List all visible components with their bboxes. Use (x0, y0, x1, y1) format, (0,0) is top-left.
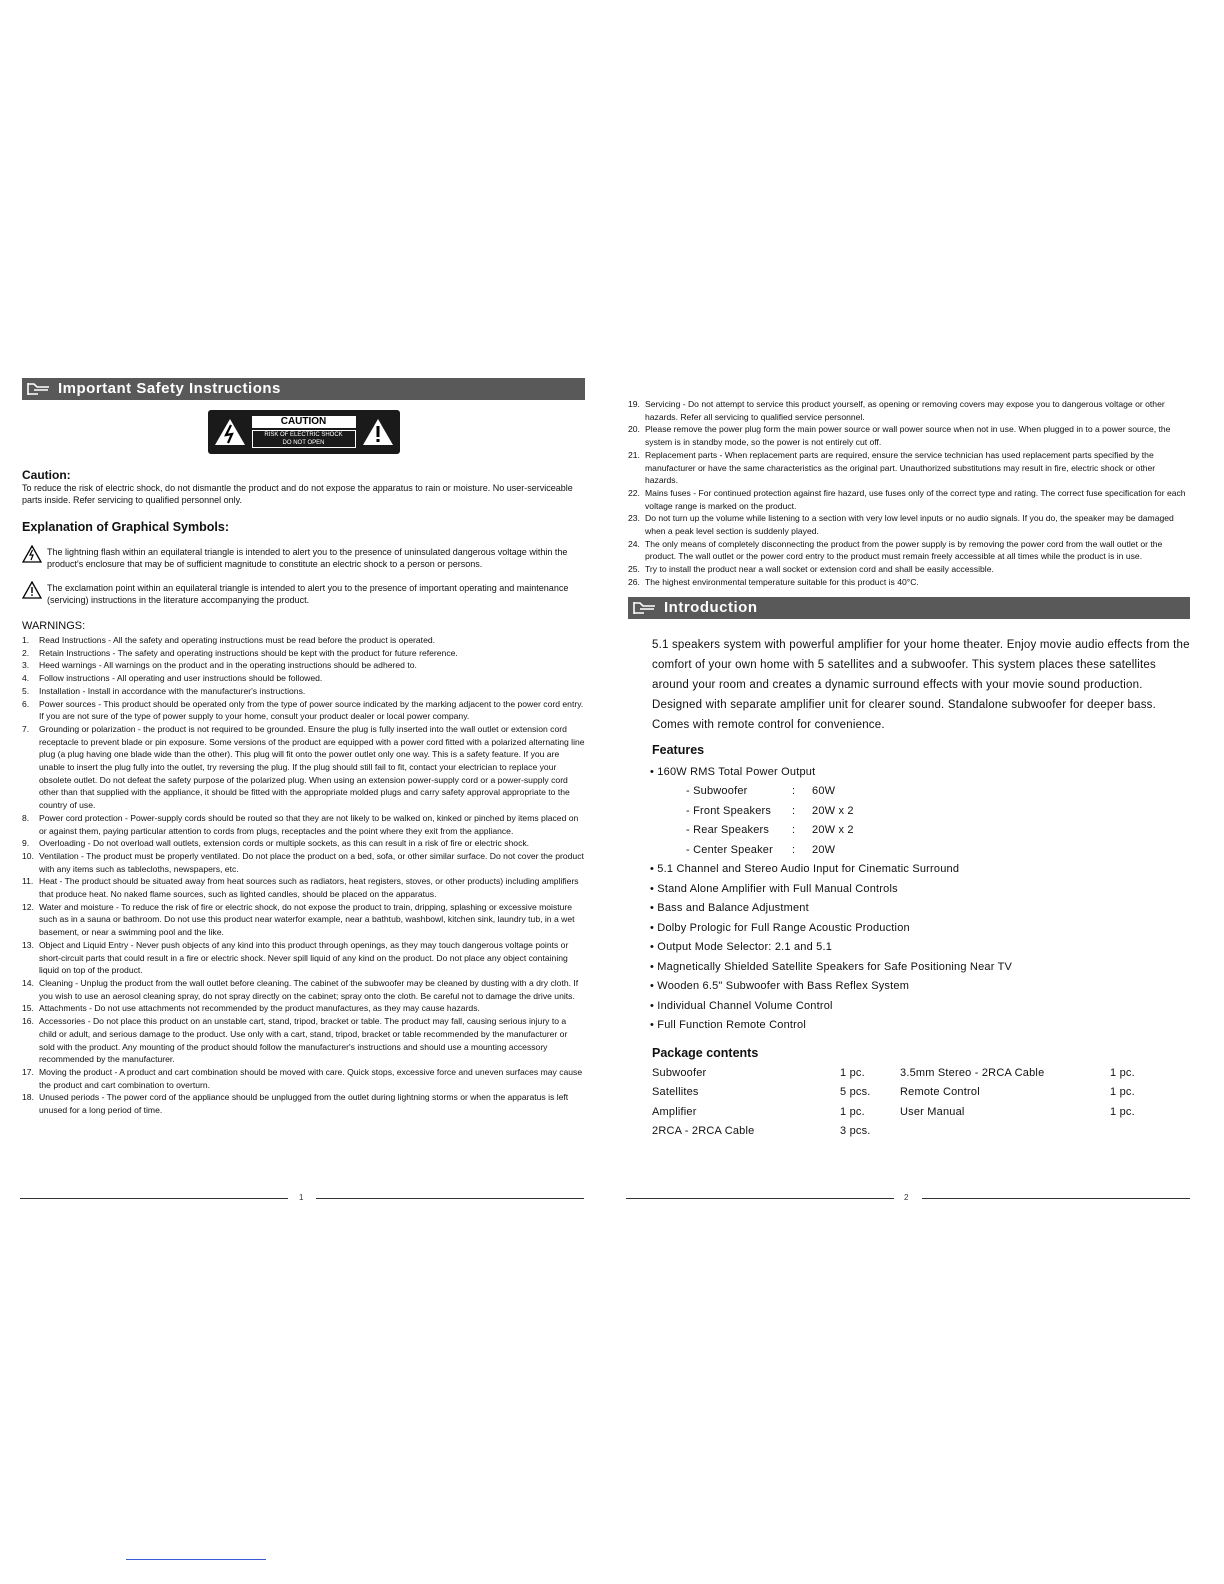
package-row (652, 1083, 1150, 1103)
warning-text: Follow instructions - All operating and user instructions should be followed. (39, 673, 323, 684)
introduction-banner (628, 597, 1190, 619)
warning-text: Water and moisture - To reduce the risk of fire or electric shock, do not expose the product to train, dripping, splashing or excessive moisture such as in a sauna or bathroom. Do not use this product near waterfor example, near a bathtub, washbowl, kitchen sink, laundry tub, in a wet basement, or near a swimming pool and the like. (39, 901, 575, 938)
warning-text: Retain Instructions - The safety and operating instructions should be kept with the product for future reference. (39, 647, 458, 658)
features-heading: Features (652, 742, 705, 757)
feature-item: • 5.1 Channel and Stereo Audio Input for Cinematic Surround (650, 863, 960, 876)
package-quantity: 1 pc. (1110, 1066, 1135, 1079)
warning-number: 11. (22, 876, 34, 887)
warning-text: Heat - The product should be situated away from heat sources such as radiators, heat registers, stoves, or other products) including amplifiers that produce heat. No naked flame sources, such as lighted candles, should be placed on the apparatus. (39, 876, 579, 900)
warning-item (22, 723, 585, 812)
package-item: User Manual (900, 1105, 965, 1118)
warning-item (22, 634, 585, 647)
warning-number: 19. (628, 399, 640, 409)
warning-number: 17. (22, 1066, 34, 1077)
warning-text: Cleaning - Unplug the product from the wall outlet before cleaning. The cabinet of the subwoofer may be cleaned by dusting with a dry cloth. If you wish to use an aerosol cleaning spray, do not spray directly on the cabinet; spray onto the cloth. Be careful not to damage the drive units. (39, 977, 579, 1001)
warning-text: The highest environmental temperature suitable for this product is 40°C. (645, 576, 919, 587)
warning-number: 5. (22, 685, 30, 696)
exclamation-warning-icon (362, 417, 394, 447)
warning-number: 21. (628, 449, 640, 460)
power-spec-value: 20W (812, 843, 836, 856)
warning-item (628, 563, 1190, 576)
symbol-exclamation (22, 582, 585, 606)
warning-text: Replacement parts - When replacement parts are required, ensure the service technician has used replacement parts specified by the manufacturer or have the same characteristics as the original part. Unauthorized substitutions may result in fire, electric shock or other hazards. (645, 449, 1156, 486)
page-2-number: 2 (904, 1193, 909, 1202)
warning-number: 9. (22, 838, 30, 849)
symbol-lightning-text: The lightning flash within an equilateral triangle is intended to alert you to the presence of uninsulated dangerous voltage within the product's enclosure that may be of sufficient magnitude to constitute an electric shock to a person or persons. (47, 547, 568, 569)
warning-number: 22. (628, 487, 640, 498)
package-item: 3.5mm Stereo - 2RCA Cable (900, 1066, 1045, 1079)
warning-text: Moving the product - A product and cart combination should be moved with care. Quick stops, excessive force and uneven surfaces may cause the product and cart combination to overturn. (39, 1066, 583, 1090)
package-item: Subwoofer (652, 1066, 707, 1079)
package-item: 2RCA - 2RCA Cable (652, 1125, 755, 1138)
warning-text: Mains fuses - For continued protection against fire hazard, use fuses only of the correct type and rating. The correct fuse specification for each voltage range is marked on the product. (645, 487, 1186, 511)
warning-item (22, 698, 585, 723)
page-2-footer-line-left (626, 1198, 894, 1199)
feature-power: • 160W RMS Total Power Output (650, 765, 816, 778)
bottom-link-line (126, 1559, 266, 1560)
warning-item (628, 538, 1190, 563)
caution-label-line2: DO NOT OPEN (282, 440, 325, 446)
warnings-list-continued (628, 398, 1190, 589)
power-spec-separator: : (792, 804, 796, 817)
warning-number: 13. (22, 939, 34, 950)
warning-item (22, 685, 585, 698)
package-item (900, 1122, 1110, 1142)
warning-number: 14. (22, 977, 34, 988)
warning-text: Installation - Install in accordance with the manufacturer's instructions. (39, 685, 306, 696)
power-spec-name: - Center Speaker (686, 843, 773, 856)
power-spec-row (686, 782, 1190, 802)
warning-item (628, 423, 1190, 448)
symbol-exclamation-text: The exclamation point within an equilateral triangle is intended to alert you to the presence of important operating and maintenance (servicing) instructions in the literature accompanying the product. (47, 583, 569, 605)
warning-text: The only means of completely disconnecting the product from the power supply is by removing the power cord from the wall outlet or the product. The wall outlet or the power cord entry to the product must remain freely accessible at all times while the product is in use. (645, 538, 1163, 562)
feature-item: • Individual Channel Volume Control (650, 999, 833, 1012)
warning-number: 25. (628, 564, 640, 575)
power-spec-value: 60W (812, 785, 836, 798)
page-1-footer-line-right (316, 1198, 584, 1199)
package-quantity: 1 pc. (1110, 1086, 1135, 1099)
warning-number: 8. (22, 812, 30, 823)
power-spec-value: 20W x 2 (812, 804, 854, 817)
intro-paragraph-2: Designed with separate amplifier unit for clearer sound. Standalone subwoofer for deeper bass. Comes with remote control for convenience. (652, 698, 1156, 731)
power-spec-separator: : (792, 824, 796, 837)
warning-number: 24. (628, 538, 640, 549)
intro-paragraph-1: 5.1 speakers system with powerful amplifier for your home theater. Enjoy movie audio effects from the comfort of your own home with 5 satellites and a subwoofer. This system places these satellites around your room and creates a dynamic surround effects with your movie sound production. (652, 638, 1190, 691)
warning-text: Accessories - Do not place this product on an unstable cart, stand, tripod, bracket or table. The product may fall, causing serious injury to a child or adult, and serious damage to the product. Use only with a cart, stand, tripod, bracket or table recommended by the manufacturer or sold with the product. Any mounting of the product should follow the manufacturer's instructions and should use a mounting accessory recommended by the manufacturer. (39, 1016, 568, 1065)
caution-heading: Caution: (22, 468, 71, 482)
power-spec-name: - Rear Speakers (686, 824, 770, 837)
symbol-lightning (22, 546, 585, 570)
warning-item (22, 659, 585, 672)
warning-number: 4. (22, 673, 30, 684)
power-spec-row (686, 841, 1190, 861)
hand-pointer-icon (632, 600, 658, 616)
lightning-triangle-icon (22, 545, 42, 563)
warning-item (22, 901, 585, 939)
package-quantity: 1 pc. (840, 1066, 865, 1079)
package-item: Satellites (652, 1086, 699, 1099)
warning-text: Try to install the product near a wall socket or extension cord and shall be easily accessible. (645, 564, 994, 575)
warning-text: Servicing - Do not attempt to service this product yourself, as opening or removing covers may expose you to dangerous voltage or other hazards. Refer all servicing to qualified service personnel. (645, 399, 1165, 422)
package-quantity (1110, 1122, 1150, 1142)
warning-item (22, 1091, 585, 1116)
power-spec-row (686, 802, 1190, 822)
page-1-number: 1 (299, 1193, 304, 1202)
warning-text: Power sources - This product should be operated only from the type of power source indicated by the marking adjacent to the power cord entry. If you are not sure of the type of power supply to your home, consult your product dealer or local power company. (39, 698, 584, 722)
caution-label (208, 410, 400, 454)
power-specs (650, 782, 1190, 860)
warnings-heading: WARNINGS: (22, 620, 86, 632)
feature-item: • Magnetically Shielded Satellite Speakers for Safe Positioning Near TV (650, 960, 1013, 973)
warning-number: 12. (22, 901, 34, 912)
warning-text: Read Instructions - All the safety and operating instructions must be read before the product is operated. (39, 635, 436, 645)
warning-item (628, 449, 1190, 487)
package-quantity: 3 pcs. (840, 1125, 871, 1138)
warning-text: Overloading - Do not overload wall outlets, extension cords or multiple sockets, as this can result in a risk of fire or electric shock. (39, 838, 530, 849)
warning-number: 2. (22, 647, 30, 658)
warning-item (22, 837, 585, 850)
warning-item (22, 647, 585, 660)
page-1 (22, 378, 585, 1117)
warning-text: Heed warnings - All warnings on the product and in the operating instructions should be adhered to. (39, 660, 417, 671)
warning-number: 10. (22, 850, 34, 861)
lightning-warning-icon (214, 417, 246, 447)
package-row (652, 1103, 1150, 1123)
warning-text: Object and Liquid Entry - Never push objects of any kind into this product through openings, as they may touch dangerous voltage points or short-circuit parts that could result in a fire or electric shock. Never spill liquid of any kind on the product. Do not place any object containing liquid on top of the product. (39, 939, 569, 976)
caution-label-line1: RISK OF ELECTRIC SHOCK (264, 432, 343, 438)
feature-item: • Full Function Remote Control (650, 1019, 806, 1032)
power-spec-name: - Subwoofer (686, 785, 748, 798)
package-row (652, 1064, 1150, 1084)
power-spec-value: 20W x 2 (812, 824, 854, 837)
feature-item: • Stand Alone Amplifier with Full Manual Controls (650, 882, 898, 895)
warning-item (22, 1066, 585, 1091)
warnings-list (22, 634, 585, 1117)
caution-text: To reduce the risk of electric shock, do not dismantle the product and do not expose the apparatus to rain or moisture. No user-serviceable parts inside. Refer servicing to qualified personnel only. (22, 483, 573, 505)
warning-number: 23. (628, 513, 640, 524)
page-2 (628, 396, 1190, 1142)
warning-number: 20. (628, 424, 640, 435)
caution-label-title: CAUTION (252, 416, 356, 428)
package-quantity: 1 pc. (1110, 1105, 1135, 1118)
warning-text: Unused periods - The power cord of the appliance should be unplugged from the outlet during lightning storms or when the apparatus is left unused for a long period of time. (39, 1092, 569, 1116)
warning-number: 3. (22, 660, 30, 671)
warning-number: 7. (22, 723, 30, 734)
warning-item (22, 875, 585, 900)
warning-number: 16. (22, 1016, 34, 1027)
power-spec-separator: : (792, 843, 796, 856)
introduction-banner-title: Introduction (664, 598, 758, 616)
safety-banner (22, 378, 585, 400)
warning-number: 1. (22, 635, 30, 645)
feature-item: • Output Mode Selector: 2.1 and 5.1 (650, 941, 833, 954)
package-quantity: 1 pc. (840, 1105, 865, 1118)
warning-item (22, 1015, 585, 1066)
warning-text: Power cord protection - Power-supply cords should be routed so that they are not likely to be walked on, kinked or pinched by items placed on or against them, paying particular attention to cords from plugs, receptacles and the point where they exit from the appliance. (39, 812, 579, 836)
page-2-footer-line-right (922, 1198, 1190, 1199)
hand-pointer-icon (26, 381, 52, 397)
symbols-heading: Explanation of Graphical Symbols: (22, 520, 229, 534)
package-row (652, 1122, 1150, 1142)
warning-text: Please remove the power plug form the main power source or wall power source when not in use. When plugged in to a power source, the system is in standby mode, so the power is not entirely cut off. (645, 424, 1171, 448)
power-spec-separator: : (792, 785, 796, 798)
warning-item (22, 939, 585, 977)
warning-item (22, 850, 585, 875)
warning-text: Grounding or polarization - the product is not required to be grounded. Ensure the plug is fully inserted into the wall outlet or extension cord receptacle to prevent blade or pin exposure. Some versions of the product are equipped with a power cord fitted with a polarized alternating line plug (a plug having one blade wide than the other). This plug will fit onto the power outlet only one way. This is a safety feature. If you are unable to insert the plug fully into the outlet, try reversing the plug. If the plug should still fail to fit, contact your electrician to replace your obsolete outlet. Do not defeat the safety purpose of the polarized plug. When using an extension power-supply cord or a power-supply cord other than that supplied with the appliance, it should be fitted with the appropriate molded plugs and carry safety approval appropriate to the country of use. (39, 723, 585, 811)
package-table (652, 1064, 1150, 1142)
warning-text: Attachments - Do not use attachments not recommended by the product manufactures, as they may cause hazards. (39, 1003, 480, 1014)
warning-item (628, 576, 1190, 589)
page-1-footer-line-left (20, 1198, 288, 1199)
power-spec-row (686, 821, 1190, 841)
warning-number: 18. (22, 1092, 34, 1103)
warning-number: 26. (628, 576, 640, 587)
warning-item (628, 398, 1190, 423)
features-list-rest (650, 860, 1190, 1036)
warning-number: 15. (22, 1003, 34, 1014)
warning-item (628, 487, 1190, 512)
warning-item (628, 512, 1190, 537)
warning-number: 6. (22, 698, 30, 709)
warning-item (22, 812, 585, 837)
feature-item: • Wooden 6.5" Subwoofer with Bass Reflex System (650, 980, 910, 993)
warning-text: Ventilation - The product must be properly ventilated. Do not place the product on a bed, sofa, or other similar surface. Do not cover the product with any items such as tablecloths, newspapers, etc. (39, 850, 584, 874)
power-spec-name: - Front Speakers (686, 804, 772, 817)
exclamation-triangle-icon (22, 581, 42, 599)
package-item: Amplifier (652, 1105, 697, 1118)
safety-banner-title: Important Safety Instructions (58, 380, 281, 397)
feature-item: • Dolby Prologic for Full Range Acoustic Production (650, 921, 910, 934)
warning-item (22, 977, 585, 1002)
package-heading: Package contents (652, 1045, 759, 1060)
feature-item: • Bass and Balance Adjustment (650, 902, 809, 915)
warning-item (22, 1002, 585, 1015)
features-list (650, 763, 1190, 783)
warning-item (22, 672, 585, 685)
package-quantity: 5 pcs. (840, 1086, 871, 1099)
warning-text: Do not turn up the volume while listening to a section with very low level inputs or no audio signals. If you do, the speaker may be damaged when a peak level section is suddenly played. (645, 513, 1174, 537)
package-item: Remote Control (900, 1086, 980, 1099)
